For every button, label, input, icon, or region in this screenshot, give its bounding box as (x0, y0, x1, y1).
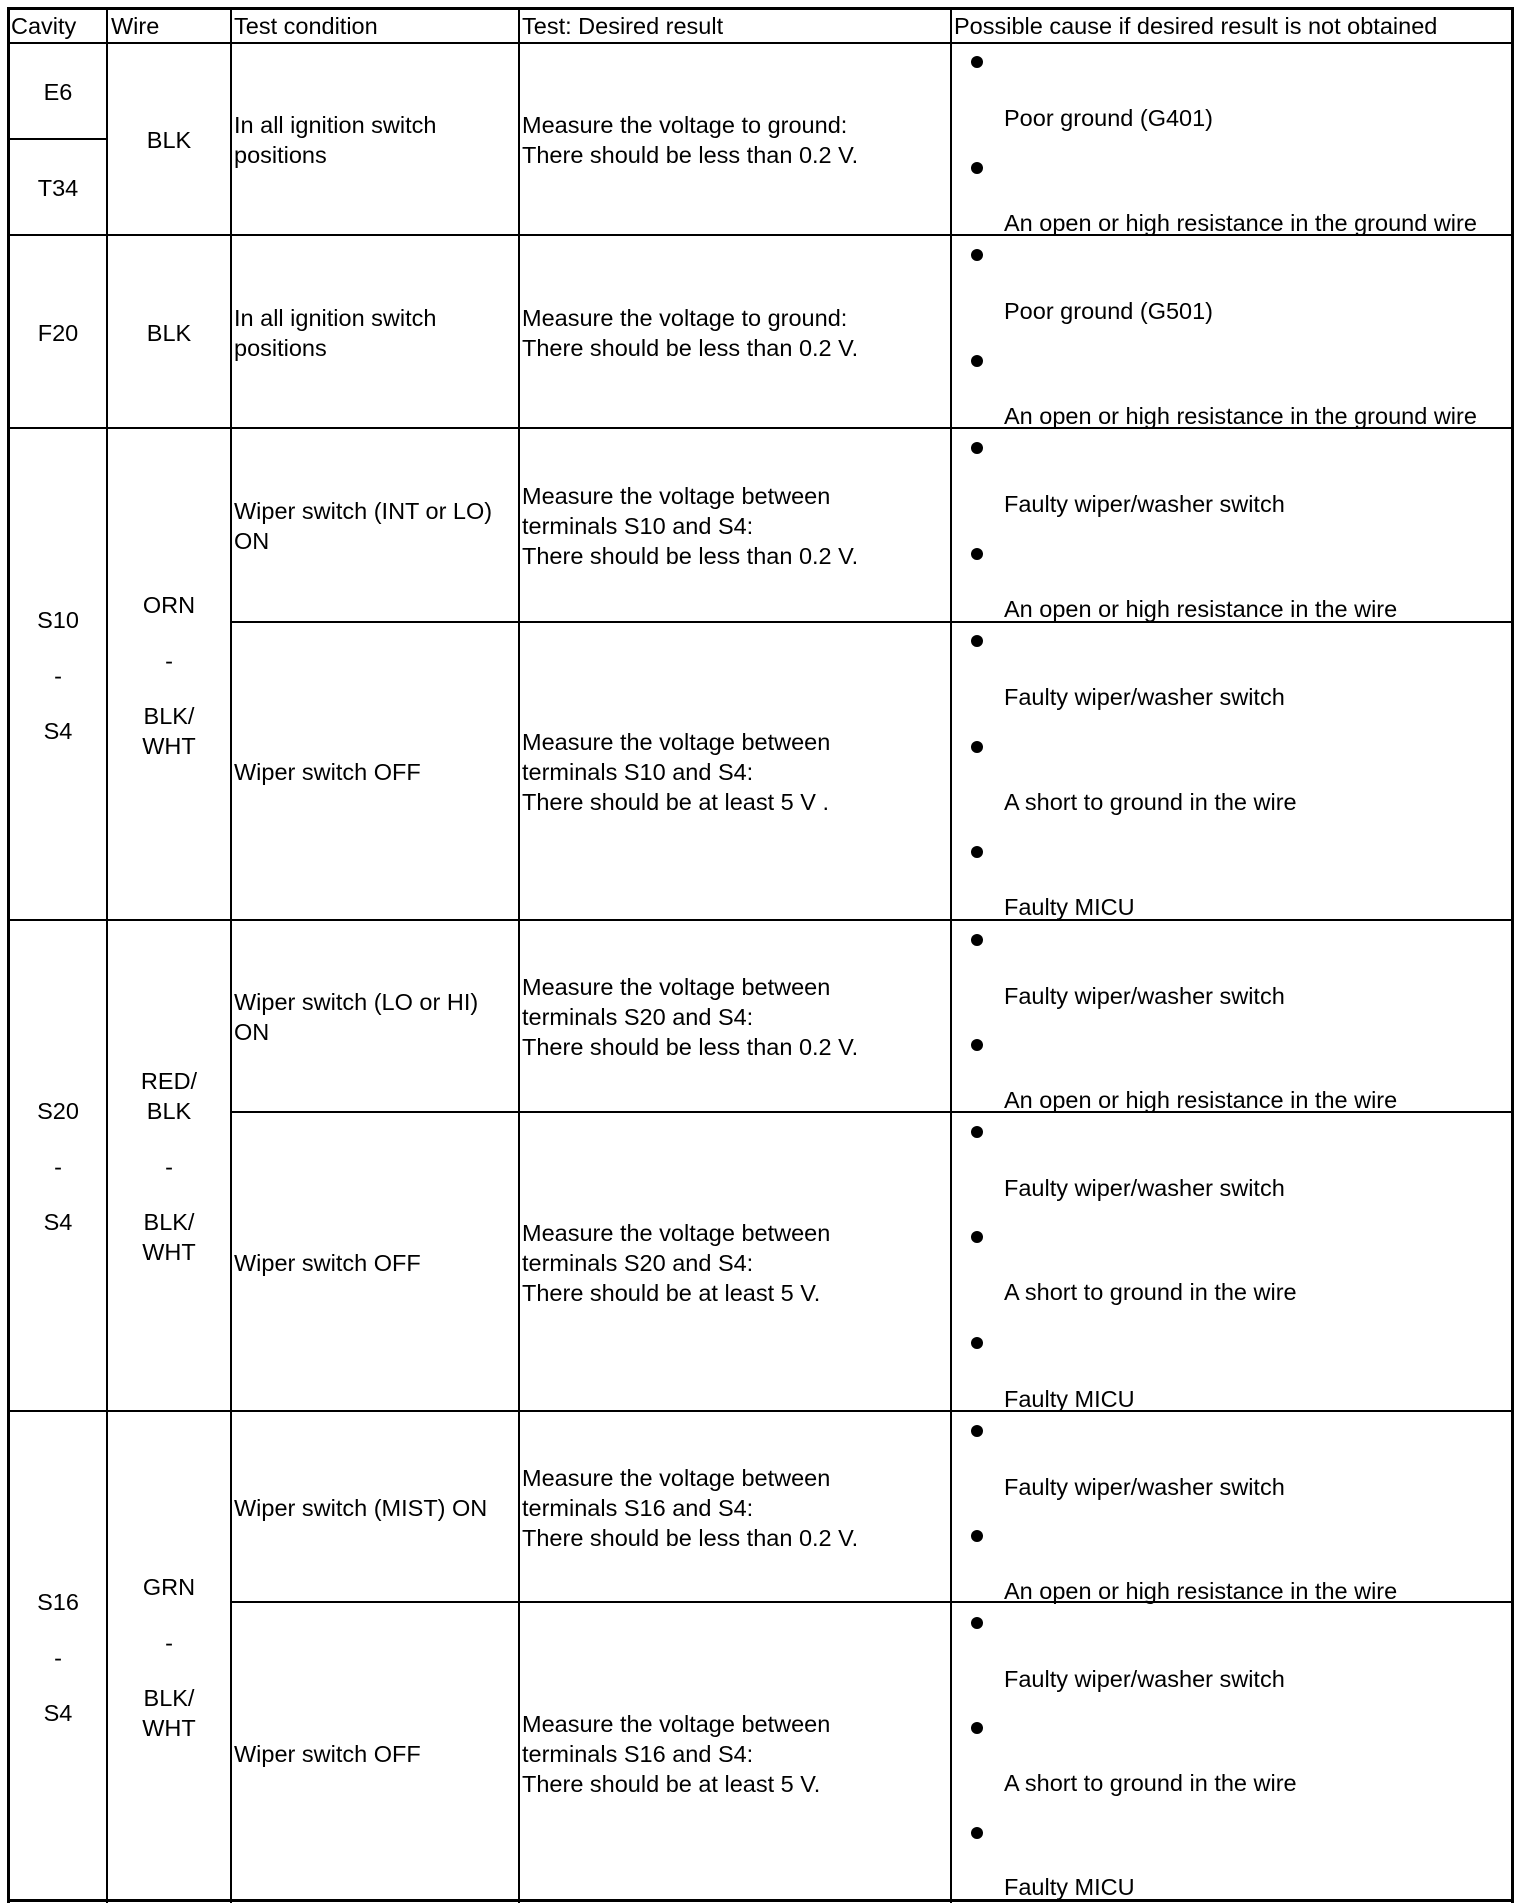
desired-result: There should be less than 0.2 V. (522, 1034, 859, 1060)
column-divider (518, 7, 520, 1903)
table-border-bottom (7, 1899, 1514, 1902)
test-condition: Wiper switch (LO or HI) (234, 989, 479, 1015)
bullet-icon (971, 934, 983, 946)
cavity-label: T34 (37, 175, 79, 201)
bullet-icon (971, 1827, 983, 1839)
desired-result: Measure the voltage to ground: (522, 305, 848, 331)
table-border-right (1511, 7, 1514, 1903)
bullet-icon (971, 1231, 983, 1243)
header-wire: Wire (111, 13, 160, 39)
possible-cause: Faulty MICU (1004, 894, 1135, 920)
bullet-icon (971, 56, 983, 68)
cavity-label: S10 (37, 607, 79, 633)
bullet-icon (971, 162, 983, 174)
test-condition: Wiper switch (MIST) ON (234, 1495, 488, 1521)
cavity-label: - (54, 1154, 62, 1180)
possible-cause: Faulty wiper/washer switch (1004, 983, 1285, 1009)
cavity-label: S4 (43, 718, 73, 744)
possible-cause: Poor ground (G501) (1004, 298, 1214, 324)
test-condition: Wiper switch OFF (234, 1250, 421, 1276)
desired-result: Measure the voltage between (522, 1465, 831, 1491)
desired-result: There should be less than 0.2 V. (522, 142, 859, 168)
desired-result: There should be at least 5 V . (522, 789, 829, 815)
test-condition: Wiper switch OFF (234, 1741, 421, 1767)
column-divider (106, 7, 108, 1903)
wire-color: BLK/ (143, 703, 195, 729)
desired-result: terminals S20 and S4: (522, 1250, 754, 1276)
wire-color: WHT (142, 1239, 196, 1265)
bullet-icon (971, 355, 983, 367)
wire-color: BLK/ (143, 1209, 195, 1235)
cavity-label: E6 (43, 79, 73, 105)
cavity-label: S20 (37, 1098, 79, 1124)
bullet-icon (971, 1530, 983, 1542)
desired-result: terminals S16 and S4: (522, 1495, 754, 1521)
possible-cause: A short to ground in the wire (1004, 1279, 1297, 1305)
bullet-icon (971, 1425, 983, 1437)
desired-result: Measure the voltage between (522, 1220, 831, 1246)
test-condition: Wiper switch (INT or LO) (234, 498, 493, 524)
header-desired-result: Test: Desired result (522, 13, 724, 39)
wire-color: - (165, 1630, 173, 1656)
bullet-icon (971, 1617, 983, 1629)
bullet-icon (971, 1722, 983, 1734)
header-cavity: Cavity (11, 13, 77, 39)
desired-result: Measure the voltage between (522, 729, 831, 755)
possible-cause: Faulty wiper/washer switch (1004, 491, 1285, 517)
wire-color: - (165, 1154, 173, 1180)
possible-cause: Faulty wiper/washer switch (1004, 1666, 1285, 1692)
cavity-label: S4 (43, 1209, 73, 1235)
possible-cause: An open or high resistance in the wire (1004, 596, 1398, 622)
desired-result: There should be less than 0.2 V. (522, 335, 859, 361)
cavity-label: F20 (37, 320, 79, 346)
possible-cause: Faulty wiper/washer switch (1004, 684, 1285, 710)
wire-color: BLK (146, 1098, 192, 1124)
possible-cause: Poor ground (G401) (1004, 105, 1214, 131)
bullet-icon (971, 846, 983, 858)
desired-result: terminals S10 and S4: (522, 513, 754, 539)
test-condition: Wiper switch OFF (234, 759, 421, 785)
table-border-top (7, 7, 1514, 10)
possible-cause: An open or high resistance in the ground wire (1004, 210, 1477, 236)
header-possible-cause: Possible cause if desired result is not obtained (954, 13, 1438, 39)
desired-result: terminals S10 and S4: (522, 759, 754, 785)
desired-result: There should be less than 0.2 V. (522, 543, 859, 569)
possible-cause: Faulty wiper/washer switch (1004, 1175, 1285, 1201)
test-condition: positions (234, 142, 327, 168)
desired-result: Measure the voltage to ground: (522, 112, 848, 138)
wire-color: BLK (146, 320, 192, 346)
row-divider (7, 1410, 1514, 1412)
bullet-icon (971, 249, 983, 261)
test-condition: In all ignition switch (234, 305, 437, 331)
wire-color: - (165, 648, 173, 674)
bullet-icon (971, 635, 983, 647)
cavity-label: - (54, 663, 62, 689)
test-condition: ON (234, 1019, 270, 1045)
desired-result: Measure the voltage between (522, 1711, 831, 1737)
desired-result: terminals S16 and S4: (522, 1741, 754, 1767)
possible-cause: An open or high resistance in the wire (1004, 1087, 1398, 1113)
possible-cause: Faulty MICU (1004, 1386, 1135, 1412)
possible-cause: Faulty MICU (1004, 1874, 1135, 1900)
wire-color: RED/ (140, 1068, 198, 1094)
cavity-label: - (54, 1645, 62, 1671)
test-condition: ON (234, 528, 270, 554)
header-test-condition: Test condition (234, 13, 378, 39)
possible-cause: A short to ground in the wire (1004, 1770, 1297, 1796)
bullet-icon (971, 442, 983, 454)
wire-color: BLK/ (143, 1685, 195, 1711)
wire-color: BLK (146, 127, 192, 153)
desired-result: There should be at least 5 V. (522, 1280, 821, 1306)
desired-result: terminals S20 and S4: (522, 1004, 754, 1030)
header-divider (7, 42, 1514, 44)
bullet-icon (971, 1126, 983, 1138)
test-condition: positions (234, 335, 327, 361)
bullet-icon (971, 741, 983, 753)
cavity-label: S16 (37, 1589, 79, 1615)
wire-color: WHT (142, 1715, 196, 1741)
cavity-split-divider (7, 138, 108, 140)
bullet-icon (971, 1039, 983, 1051)
possible-cause: A short to ground in the wire (1004, 789, 1297, 815)
test-condition: In all ignition switch (234, 112, 437, 138)
column-divider (950, 7, 952, 1903)
cavity-label: S4 (43, 1700, 73, 1726)
desired-result: There should be at least 5 V. (522, 1771, 821, 1797)
desired-result: Measure the voltage between (522, 483, 831, 509)
desired-result: Measure the voltage between (522, 974, 831, 1000)
table-border-left (7, 7, 10, 1903)
wire-color: WHT (142, 733, 196, 759)
bullet-icon (971, 1337, 983, 1349)
possible-cause: An open or high resistance in the wire (1004, 1578, 1398, 1604)
possible-cause: Faulty wiper/washer switch (1004, 1474, 1285, 1500)
desired-result: There should be less than 0.2 V. (522, 1525, 859, 1551)
wire-color: ORN (142, 592, 196, 618)
column-divider (230, 7, 232, 1903)
row-divider (7, 919, 1514, 921)
possible-cause: An open or high resistance in the ground wire (1004, 403, 1477, 429)
wire-color: GRN (142, 1574, 196, 1600)
bullet-icon (971, 548, 983, 560)
